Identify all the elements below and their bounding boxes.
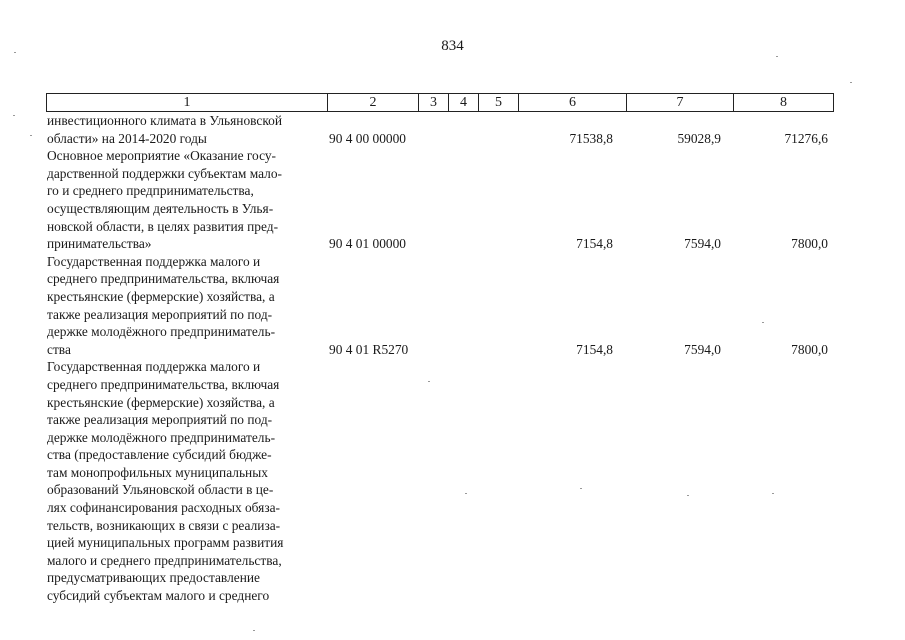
row-description: Государственная поддержка малого и среднего предпринимательства, включая крестьянские (фермерские) хозяйства, а также реализация мероприятий по под- держке молодёжного предприниматель- ства bbox=[47, 253, 280, 357]
column-header-2: 2 bbox=[328, 94, 419, 112]
column-header-7: 7 bbox=[627, 94, 734, 112]
row-value-col7: 59028,9 bbox=[677, 130, 721, 146]
row-description: Государственная поддержка малого и среднего предпринимательства, включая крестьянские (фермерские) хозяйства, а также реализация мероприятий по под- держке молодёжного предприниматель- ства (предоставление субсидий бюдже- там монопрофильных муниципальных образований Ульяновской области в це- лях софинансирования расходных обяза- тельств, возникающих в связи с реализа- цией муниципальных программ развития малого и среднего предпринимательства, предусматривающих предоставление субсидий субъектам малого и среднего bbox=[47, 359, 284, 604]
row-value-col8: 7800,0 bbox=[791, 341, 828, 357]
row-value-col6: 7154,8 bbox=[576, 236, 613, 252]
table-row bbox=[46, 147, 833, 253]
scan-speck bbox=[14, 52, 16, 53]
table-row bbox=[46, 112, 833, 147]
row-code: 90 4 00 00000 bbox=[329, 130, 406, 146]
row-description: Основное мероприятие «Оказание госу- дарственной поддержки субъектам мало- го и среднего предпринимательства, осуществляющим деятельность в Улья- новской области, в целях развития пред- принимательства» bbox=[47, 148, 283, 252]
page-number: 834 bbox=[441, 38, 464, 54]
scan-speck bbox=[253, 630, 255, 631]
row-value-col6: 71538,8 bbox=[569, 130, 613, 146]
scan-speck bbox=[30, 135, 32, 136]
budget-rows bbox=[46, 112, 833, 605]
column-header-5: 5 bbox=[479, 94, 519, 112]
scan-speck bbox=[428, 381, 430, 382]
scan-speck bbox=[465, 493, 467, 494]
scan-speck bbox=[687, 495, 689, 496]
row-description: инвестиционного климата в Ульяновской области» на 2014-2020 годы bbox=[47, 113, 283, 146]
table-row bbox=[46, 253, 833, 359]
row-value-col6: 7154,8 bbox=[576, 341, 613, 357]
column-header-4: 4 bbox=[449, 94, 479, 112]
scan-speck bbox=[13, 115, 15, 116]
column-header-6: 6 bbox=[519, 94, 627, 112]
row-value-col7: 7594,0 bbox=[684, 341, 721, 357]
row-value-col8: 7800,0 bbox=[791, 236, 828, 252]
scan-speck bbox=[580, 488, 582, 489]
row-code: 90 4 01 00000 bbox=[329, 236, 406, 252]
row-value-col8: 71276,6 bbox=[784, 130, 828, 146]
column-header-1: 1 bbox=[47, 94, 328, 112]
scan-speck bbox=[776, 56, 778, 57]
column-header-row bbox=[47, 94, 834, 112]
column-header-table bbox=[46, 93, 834, 112]
row-code: 90 4 01 R5270 bbox=[329, 341, 409, 357]
scan-speck bbox=[850, 82, 852, 83]
row-value-col7: 7594,0 bbox=[684, 236, 721, 252]
scan-speck bbox=[762, 322, 764, 323]
column-header-8: 8 bbox=[734, 94, 834, 112]
column-header-3: 3 bbox=[419, 94, 449, 112]
scan-speck bbox=[772, 493, 774, 494]
table-row bbox=[46, 358, 833, 604]
